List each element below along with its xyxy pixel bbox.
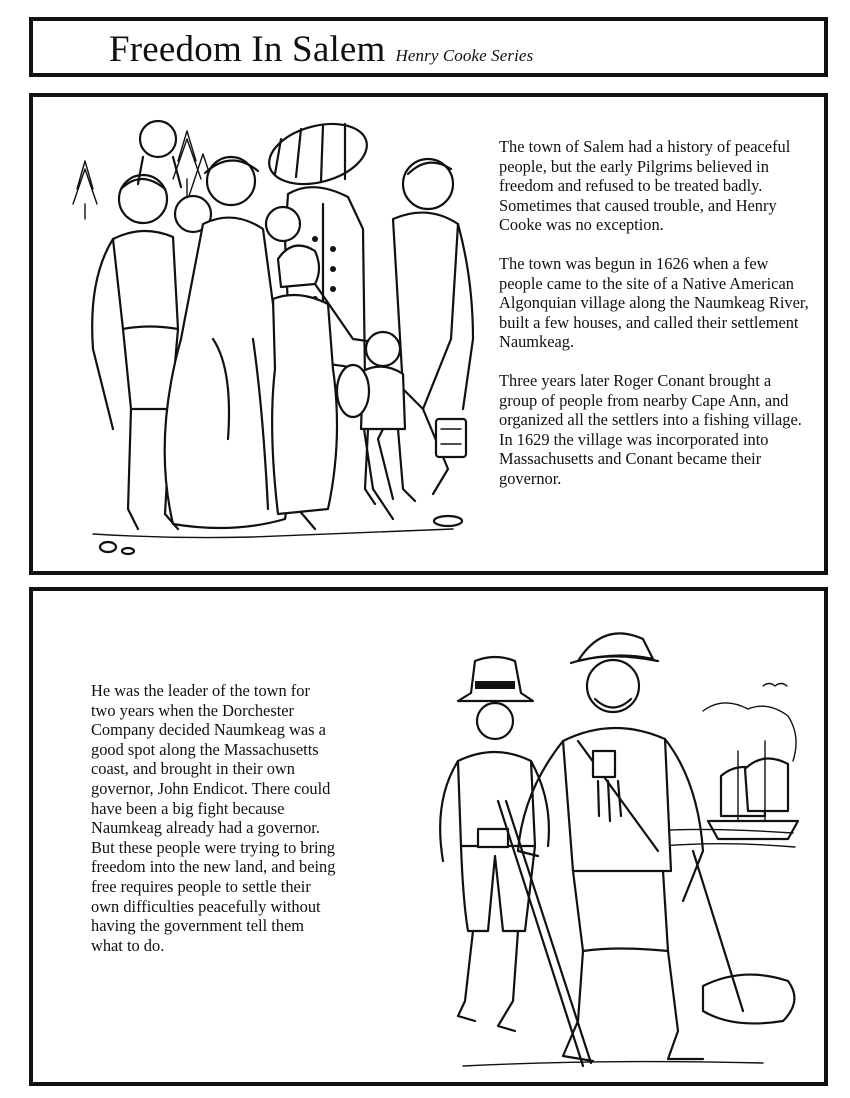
panel-1-text <box>499 137 809 508</box>
panel-1-paragraph-2: The town was begun in 1626 when a few people came to the site of a Native American Algonquian village along the Naumkeag River, built a few houses, and called their settlement Naumkeag. <box>499 253 809 352</box>
panel-1-paragraph-3: Three years later Roger Conant brought a group of people from nearby Cape Ann, and organized all the settlers into a fishing village. In 1629 the village was incorporated into Massachusetts and Conant became their governor. <box>499 370 802 488</box>
governors-illustration <box>403 601 813 1079</box>
story-panel-2 <box>29 587 828 1086</box>
title-box <box>29 17 828 77</box>
panel-2-paragraph-1: He was the leader of the town for two years when the Dorchester Company decided Naumkeag was a good spot along the Massachusetts coast, and brought in their own governor, John Endicot. There could have been a big fight because Naumkeag already had a governor. But these people were trying to bring freedom into the new land, and being free requires people to settle their own difficulties peacefully without having the government tell them what to do. <box>91 681 336 955</box>
series-subtitle: Henry Cooke Series <box>395 46 534 65</box>
page-title-text: Freedom In Salem <box>109 29 386 70</box>
pilgrim-family-illustration <box>53 109 483 559</box>
panel-1-paragraph-1: The town of Salem had a history of peaceful people, but the early Pilgrims believed in freedom and refused to be treated badly. Sometimes that caused trouble, and Henry Cooke was no exception. <box>499 137 791 235</box>
panel-2-text <box>91 681 336 974</box>
story-panel-1 <box>29 93 828 575</box>
page-title <box>109 28 533 78</box>
